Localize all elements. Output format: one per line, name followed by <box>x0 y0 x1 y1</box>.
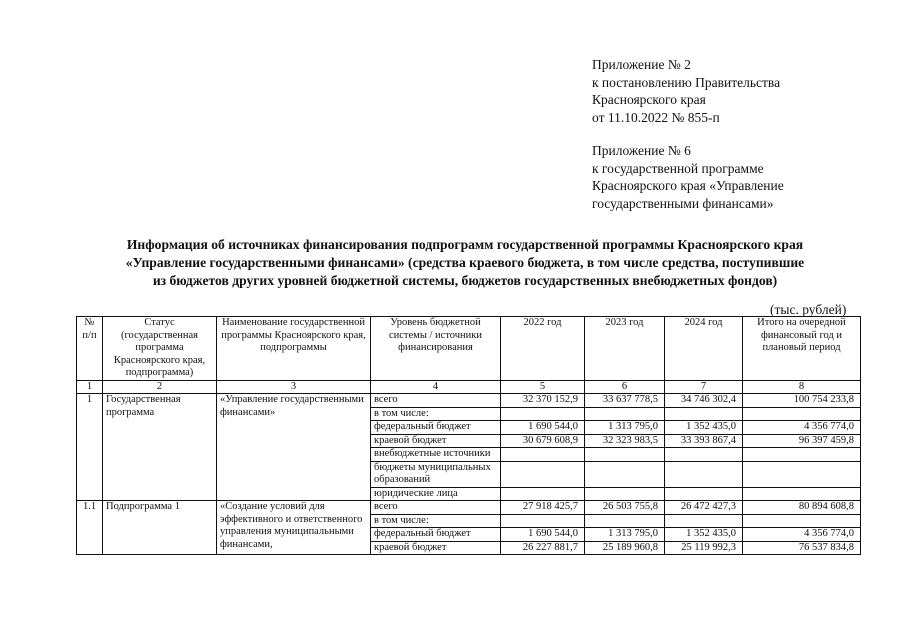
value-2023: 26 503 755,8 <box>585 501 665 515</box>
appendix-2-line: Красноярского края «Управление <box>592 178 784 193</box>
column-number: 2 <box>103 380 217 394</box>
header-cell: № п/п <box>77 317 103 381</box>
level-cell: в том числе: <box>371 407 501 421</box>
appendix-1-line: от 11.10.2022 № 855-п <box>592 109 720 125</box>
value-total <box>743 487 861 501</box>
value-2024: 34 746 302,4 <box>665 394 743 408</box>
level-cell: в том числе: <box>371 514 501 528</box>
table-row <box>77 501 861 515</box>
value-2024: 33 393 867,4 <box>665 434 743 448</box>
value-2024 <box>665 448 743 462</box>
level-cell: внебюджетные источники <box>371 448 501 462</box>
column-number: 1 <box>77 380 103 394</box>
value-total: 76 537 834,8 <box>743 541 861 555</box>
unit-label: (тыс. рублей) <box>770 302 847 317</box>
column-number: 7 <box>665 380 743 394</box>
value-2023 <box>585 448 665 462</box>
value-2024 <box>665 461 743 487</box>
value-total: 4 356 774,0 <box>743 528 861 542</box>
value-2023 <box>585 487 665 501</box>
row-number: 1 <box>77 394 103 501</box>
column-number: 5 <box>501 380 585 394</box>
column-number: 4 <box>371 380 501 394</box>
header-cell: Уровень бюджетной системы / источники финансирования <box>371 317 501 381</box>
level-cell: бюджеты муниципальных образований <box>371 461 501 487</box>
level-cell: всего <box>371 394 501 408</box>
value-2022: 27 918 425,7 <box>501 501 585 515</box>
column-number: 8 <box>743 380 861 394</box>
title-line: Информация об источниках финансирования подпрограмм государственной программы Красноярского края <box>126 237 804 252</box>
value-total: 80 894 608,8 <box>743 501 861 515</box>
header-cell: Статус (государственная программа Красноярского края, подпрограмма) <box>103 317 217 381</box>
status-cell: Подпрограмма 1 <box>103 501 217 555</box>
appendix-1-line: к постановлению Правительства <box>592 74 781 90</box>
value-total: 100 754 233,8 <box>743 394 861 408</box>
value-2022 <box>501 514 585 528</box>
value-total <box>743 448 861 462</box>
appendix-block-1 <box>592 56 780 126</box>
value-2022: 26 227 881,7 <box>501 541 585 555</box>
value-2023 <box>585 461 665 487</box>
header-row <box>77 317 861 381</box>
program-name-cell: «Создание условий для эффективного и ответственного управления муниципальными финансами, <box>217 501 371 555</box>
value-2022: 30 679 608,9 <box>501 434 585 448</box>
value-2023: 25 189 960,8 <box>585 541 665 555</box>
row-number: 1.1 <box>77 501 103 555</box>
value-2023: 33 637 778,5 <box>585 394 665 408</box>
level-cell: юридические лица <box>371 487 501 501</box>
appendix-1-line: Приложение № 2 <box>592 57 691 72</box>
column-number: 3 <box>217 380 371 394</box>
appendix-block-2 <box>592 142 784 212</box>
value-total: 96 397 459,8 <box>743 434 861 448</box>
value-2024: 26 472 427,3 <box>665 501 743 515</box>
value-2024: 1 352 435,0 <box>665 528 743 542</box>
value-2023 <box>585 407 665 421</box>
level-cell: федеральный бюджет <box>371 421 501 435</box>
header-cell: 2023 год <box>585 317 665 381</box>
appendix-2-line: Приложение № 6 <box>592 143 691 158</box>
value-total <box>743 461 861 487</box>
title-line: «Управление государственными финансами» (средства краевого бюджета, в том числе средства, поступившие <box>125 255 805 270</box>
header-cell: Наименование государственной программы Красноярского края, подпрограммы <box>217 317 371 381</box>
program-name-cell: «Управление государственными финансами» <box>217 394 371 501</box>
value-2024 <box>665 487 743 501</box>
header-cell: Итого на очередной финансовый год и плановый период <box>743 317 861 381</box>
level-cell: краевой бюджет <box>371 434 501 448</box>
appendix-1-line: Красноярского края <box>592 92 706 107</box>
title-line: из бюджетов других уровней бюджетной системы, бюджетов государственных внебюджетных фондов) <box>152 273 778 288</box>
value-2022 <box>501 407 585 421</box>
value-2023 <box>585 514 665 528</box>
value-2022: 1 690 544,0 <box>501 421 585 435</box>
document-title <box>60 236 870 290</box>
value-2023: 1 313 795,0 <box>585 421 665 435</box>
header-cell: 2024 год <box>665 317 743 381</box>
appendix-2-line: к государственной программе <box>592 160 764 176</box>
value-2024: 1 352 435,0 <box>665 421 743 435</box>
level-cell: федеральный бюджет <box>371 528 501 542</box>
value-2022: 1 690 544,0 <box>501 528 585 542</box>
appendix-2-line: государственными финансами» <box>592 195 774 211</box>
value-2024 <box>665 407 743 421</box>
value-2024 <box>665 514 743 528</box>
level-cell: краевой бюджет <box>371 541 501 555</box>
value-2024: 25 119 992,3 <box>665 541 743 555</box>
value-total: 4 356 774,0 <box>743 421 861 435</box>
header-cell: 2022 год <box>501 317 585 381</box>
value-total <box>743 514 861 528</box>
value-2023: 32 323 983,5 <box>585 434 665 448</box>
financing-table <box>76 316 861 555</box>
value-2022: 32 370 152,9 <box>501 394 585 408</box>
value-2023: 1 313 795,0 <box>585 528 665 542</box>
value-2022 <box>501 448 585 462</box>
value-2022 <box>501 461 585 487</box>
column-number: 6 <box>585 380 665 394</box>
status-cell: Государственная программа <box>103 394 217 501</box>
column-number-row <box>77 380 861 394</box>
value-total <box>743 407 861 421</box>
value-2022 <box>501 487 585 501</box>
level-cell: всего <box>371 501 501 515</box>
table-row <box>77 394 861 408</box>
